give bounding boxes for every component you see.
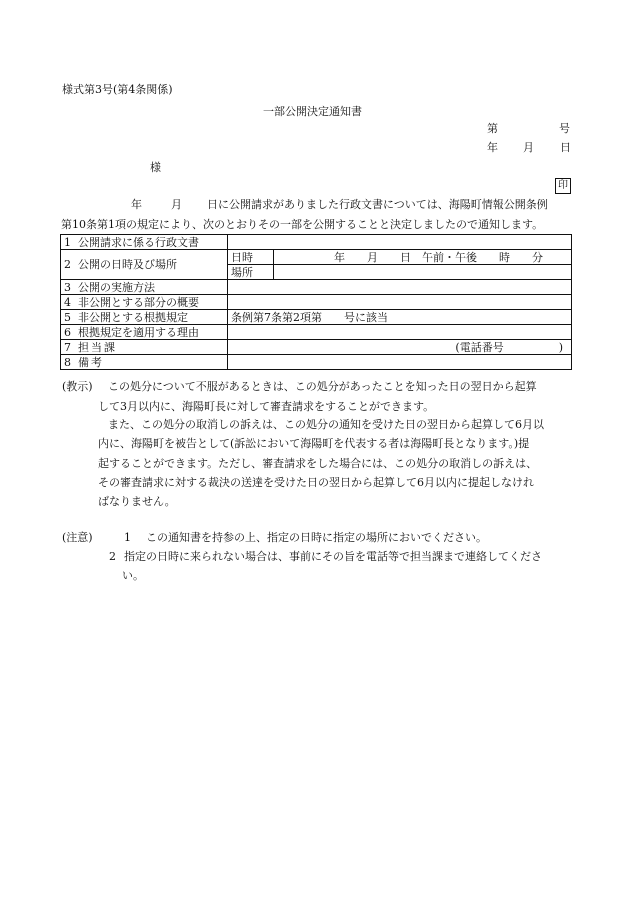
caution-item-text: この通知書を持参の上、指定の日時に指定の場所においでください。 — [146, 531, 487, 544]
row-label: 4 非公開とする部分の概要 — [61, 295, 228, 310]
row-label: 2 公開の日時及び場所 — [61, 250, 228, 280]
row-value: (電話番号 ) — [228, 340, 572, 355]
number-suffix: 号 — [559, 122, 570, 135]
table-row — [61, 235, 572, 250]
notice-line: その審査請求に対する裁決の送達を受けた日の翌日から起算して6月以内に提起しなけれ — [98, 476, 534, 489]
caution-heading: (注意) — [62, 531, 93, 544]
intro-month: 月 — [171, 198, 182, 211]
notice-line: 起することができます。ただし、審査請求をした場合には、この処分の取消しの訴えは、 — [98, 457, 538, 470]
table-row — [61, 280, 572, 295]
row-value — [228, 235, 572, 250]
datetime-label: 日時 — [228, 250, 274, 265]
document-title: 一部公開決定通知書 — [263, 105, 362, 118]
table-row — [61, 325, 572, 340]
date-month: 月 — [523, 141, 534, 154]
addressee-suffix: 様 — [150, 161, 161, 174]
form-number: 様式第3号(第4条関係) — [62, 83, 173, 96]
table-row — [61, 355, 572, 370]
caution-item-text-continued: い。 — [122, 569, 144, 582]
number-prefix: 第 — [487, 122, 498, 135]
notice-line: 内に、海陽町を被告として(訴訟において海陽町を代表する者は海陽町長となります。)提 — [98, 437, 530, 450]
caution-item-text: 指定の日時に来られない場合は、事前にその旨を電話等で担当課まで連絡してくださ — [124, 550, 542, 563]
row-value — [228, 295, 572, 310]
intro-line-2: 第10条第1項の規定により、次のとおりその一部を公開することと決定しましたので通知します。 — [61, 218, 544, 231]
table-row — [61, 250, 572, 265]
table-row — [61, 340, 572, 355]
caution-item-number: 1 — [124, 531, 131, 544]
place-value — [274, 265, 572, 280]
intro-line-1: 日に公開請求がありました行政文書については、海陽町情報公開条例 — [207, 198, 548, 211]
notice-line: この処分について不服があるときは、この処分があったことを知った日の翌日から起算 — [108, 380, 537, 393]
row-label: 6 根拠規定を適用する理由 — [61, 325, 228, 340]
date-year: 年 — [487, 141, 498, 154]
decision-table — [60, 234, 572, 370]
seal-mark: 印 — [555, 178, 571, 194]
datetime-value: 年 月 日 午前・午後 時 分 — [274, 250, 572, 265]
caution-item-number: 2 — [109, 550, 116, 563]
notice-line: ばなりません。 — [98, 495, 176, 508]
place-label: 場所 — [228, 265, 274, 280]
notice-line: して3月以内に、海陽町長に対して審査請求をすることができます。 — [98, 400, 435, 413]
row-label: 3 公開の実施方法 — [61, 280, 228, 295]
date-day: 日 — [560, 141, 571, 154]
notice-line: また、この処分の取消しの訴えは、この処分の通知を受けた日の翌日から起算して6月以 — [108, 418, 544, 431]
row-value — [228, 280, 572, 295]
notice-heading: (教示) — [62, 380, 93, 393]
intro-year: 年 — [131, 198, 142, 211]
row-label: 8 備考 — [61, 355, 228, 370]
row-value: 条例第7条第2項第 号に該当 — [228, 310, 572, 325]
row-label: 1 公開請求に係る行政文書 — [61, 235, 228, 250]
row-value — [228, 325, 572, 340]
row-label: 7 担当課 — [61, 340, 228, 355]
row-label: 5 非公開とする根拠規定 — [61, 310, 228, 325]
row-value — [228, 355, 572, 370]
table-row — [61, 295, 572, 310]
table-row — [61, 310, 572, 325]
